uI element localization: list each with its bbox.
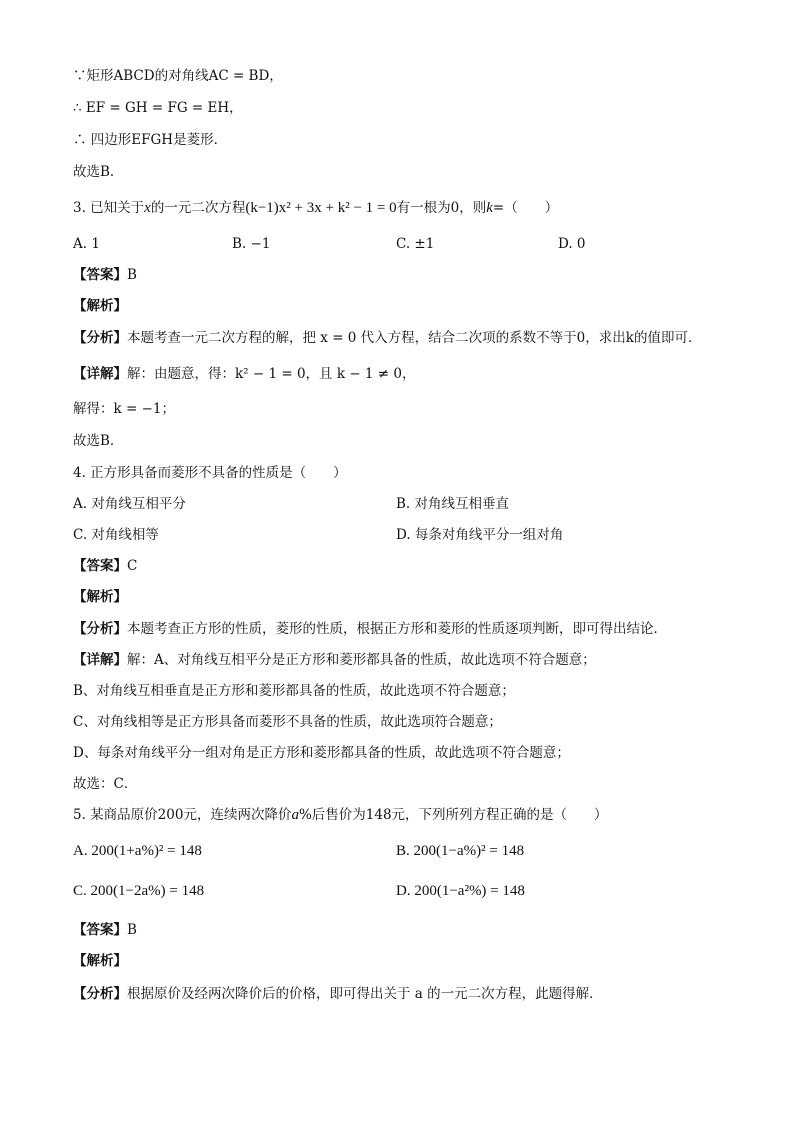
q3-option-c: C. ±1: [396, 236, 435, 252]
q3-option-a: A. 1: [73, 236, 100, 252]
q4-xiangjie: [73, 650, 596, 670]
q5-stem-suffix: %后售价为148元，下列所列方程正确的是（ ）: [298, 807, 608, 823]
q4-option-a: A. 对角线互相平分: [73, 496, 186, 512]
q3-xiangjie: [73, 364, 416, 384]
q5-option-c: C. 200(1−2a%) = 148: [73, 883, 205, 899]
q3-stem-mid: 的一元二次方程: [150, 200, 246, 216]
fenxi-tag: 【分析】: [73, 986, 127, 1002]
q3-analysis-heading: [73, 296, 127, 316]
q3-answer: [73, 265, 137, 285]
xiangjie-text: 解：A、对角线互相平分是正方形和菱形都具备的性质，故此选项不符合题意；: [127, 652, 596, 668]
q3-option-b: B. −1: [232, 236, 271, 252]
analysis-tag: 【解析】: [73, 953, 127, 969]
answer-value: B: [127, 267, 137, 283]
q5-stem-prefix: 5. 某商品原价200元，连续两次降价: [73, 807, 292, 823]
q3-stem-prefix: 3. 已知关于: [73, 200, 145, 216]
q3-conclusion: 故选B．: [73, 433, 124, 449]
q5-fenxi: [73, 984, 603, 1004]
question-3-stem: [73, 198, 558, 218]
answer-value: B: [127, 922, 137, 938]
xiangjie-text: 解：由题意，得：k² − 1 = 0，且 k − 1 ≠ 0，: [127, 366, 416, 382]
analysis-tag: 【解析】: [73, 589, 127, 605]
analysis-tag: 【解析】: [73, 298, 127, 314]
q4-option-c: C. 对角线相等: [73, 527, 159, 543]
fenxi-tag: 【分析】: [73, 621, 127, 637]
q3-option-d: D. 0: [558, 236, 586, 252]
q4-analysis-heading: [73, 587, 127, 607]
proof-line-equal-sides: ∴ EF = GH = FG = EH，: [73, 100, 243, 116]
proof-line-rhombus: ∴ 四边形EFGH是菱形．: [73, 132, 228, 148]
q4-conclusion: 故选：C．: [73, 776, 138, 792]
q4-fenxi: [73, 619, 667, 639]
q3-fenxi: [73, 328, 701, 348]
fenxi-text: 本题考查正方形的性质，菱形的性质，根据正方形和菱形的性质逐项判断，即可得出结论．: [127, 621, 667, 637]
q5-analysis-heading: [73, 951, 127, 971]
q4-answer: [73, 556, 137, 576]
q4-option-d-analysis: D、每条对角线平分一组对角是正方形和菱形都具备的性质，故此选项不符合题意；: [73, 745, 570, 761]
q3-var-x: x: [144, 200, 151, 216]
q3-var-k: k: [486, 200, 493, 216]
q5-option-d: D. 200(1−a²%) = 148: [396, 883, 525, 899]
q3-stem-suffix: 有一根为0，则: [396, 200, 487, 216]
question-4-stem: 4. 正方形具备而菱形不具备的性质是（ ）: [73, 465, 347, 481]
answer-tag: 【答案】: [73, 267, 127, 283]
answer-tag: 【答案】: [73, 922, 127, 938]
q5-answer: [73, 920, 137, 940]
q4-option-c-analysis: C、对角线相等是正方形具备而菱形不具备的性质，故此选项符合题意；: [73, 714, 502, 730]
q3-equation: (k−1)x² + 3x + k² − 1 = 0: [245, 200, 397, 216]
fenxi-tag: 【分析】: [73, 330, 127, 346]
proof-line-diagonals: ∵矩形ABCD的对角线AC = BD，: [73, 68, 283, 84]
xiangjie-tag: 【详解】: [73, 652, 127, 668]
answer-tag: 【答案】: [73, 558, 127, 574]
answer-value: C: [127, 558, 138, 574]
q3-solve-line: 解得：k = −1；: [73, 401, 175, 417]
proof-line-choice: 故选B．: [73, 164, 124, 180]
q5-option-a: A. 200(1+a%)² = 148: [73, 843, 202, 859]
q4-option-b: B. 对角线互相垂直: [396, 496, 510, 512]
question-5-stem: [73, 805, 608, 825]
xiangjie-tag: 【详解】: [73, 366, 127, 382]
fenxi-text: 根据原价及经两次降价后的价格，即可得出关于 a 的一元二次方程，此题得解．: [127, 986, 603, 1002]
q4-option-d: D. 每条对角线平分一组对角: [396, 527, 564, 543]
q5-option-b: B. 200(1−a%)² = 148: [396, 843, 525, 859]
q3-stem-end: =（ ）: [492, 200, 559, 216]
fenxi-text: 本题考查一元二次方程的解，把 x = 0 代入方程，结合二次项的系数不等于0，求出k的值即可．: [127, 330, 702, 346]
q4-option-b-analysis: B、对角线互相垂直是正方形和菱形都具备的性质，故此选项不符合题意；: [73, 683, 515, 699]
q5-var-a: a: [291, 807, 299, 823]
